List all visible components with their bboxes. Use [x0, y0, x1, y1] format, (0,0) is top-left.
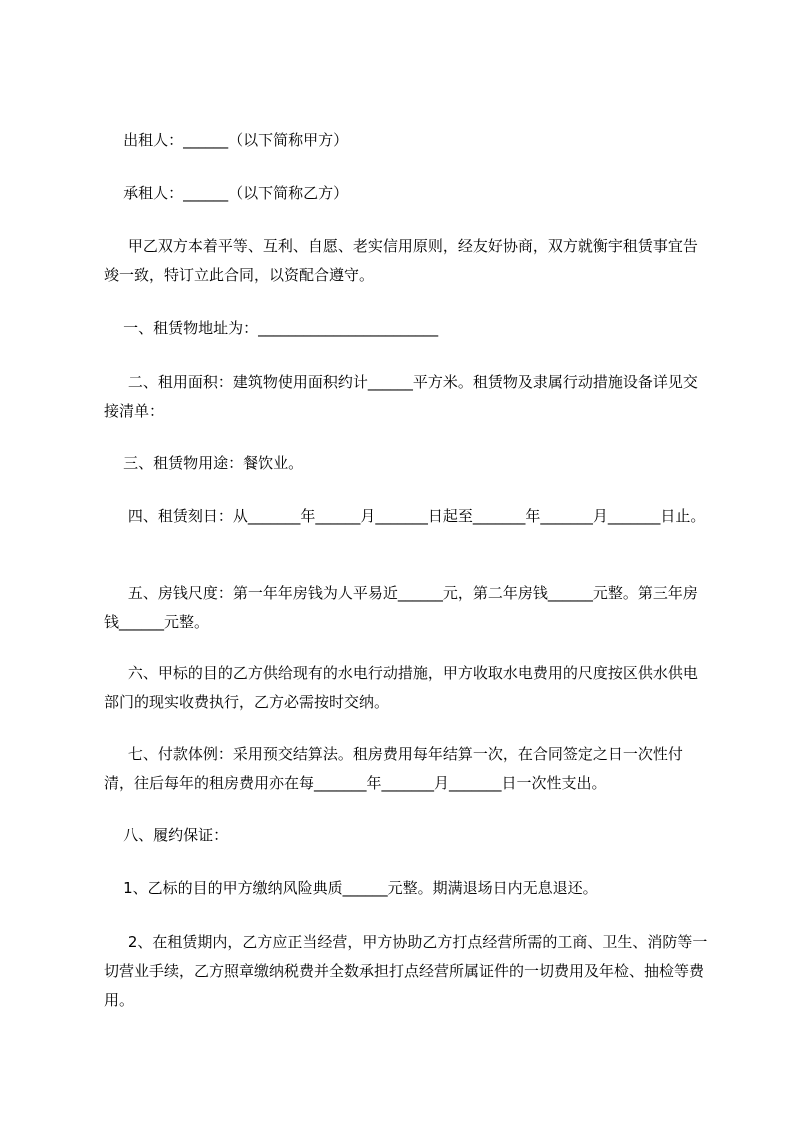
- clause-7-payment: 七、付款体例：采用预交结算法。租房费用每年结算一次，在合同签定之日一次性付清，往后每年的租房费用亦在每_______年_______月_______日一次性支出。: [104, 745, 683, 792]
- lessor-line: 出租人：______（以下简称甲方）: [104, 131, 349, 149]
- clause-5-rent: 五、房钱尺度：第一年年房钱为人平易近______元，第二年房钱______元整。第三年房钱______元整。: [104, 584, 698, 631]
- clause-8-item-1: 1、乙标的目的甲方缴纳风险典质______元整。期满退场日内无息退还。: [104, 879, 598, 897]
- clause-2-area: 二、租用面积：建筑物使用面积约计______平方米。租赁物及隶属行动措施设备详见交接清单：: [104, 373, 698, 420]
- clause-3-usage: 三、租赁物用途：餐饮业。: [104, 454, 304, 472]
- lessee-line: 承租人：______（以下简称乙方）: [104, 184, 349, 202]
- clause-8-heading: 八、履约保证：: [104, 826, 229, 844]
- clause-8-item-2: 2、在租赁期内，乙方应正当经营，甲方协助乙方打点经营所需的工商、卫生、消防等一切营业手续，乙方照章缴纳税费并全数承担打点经营所属证件的一切费用及年检、抽检等费用。: [104, 933, 708, 1009]
- clause-1-address: 一、租赁物地址为：________________________: [104, 319, 439, 337]
- clause-6-utilities: 六、甲标的目的乙方供给现有的水电行动措施，甲方收取水电费用的尺度按区供水供电部门的现实收费执行，乙方必需按时交纳。: [104, 664, 698, 711]
- clause-4-term: 四、租赁刻日：从_______年______月_______日起至_______年_______月_______日止。: [104, 507, 706, 525]
- preamble-paragraph: 甲乙双方本着平等、互利、自愿、老实信用原则，经友好协商，双方就衡宇租赁事宜告竣一致，特订立此合同，以资配合遵守。: [104, 237, 698, 284]
